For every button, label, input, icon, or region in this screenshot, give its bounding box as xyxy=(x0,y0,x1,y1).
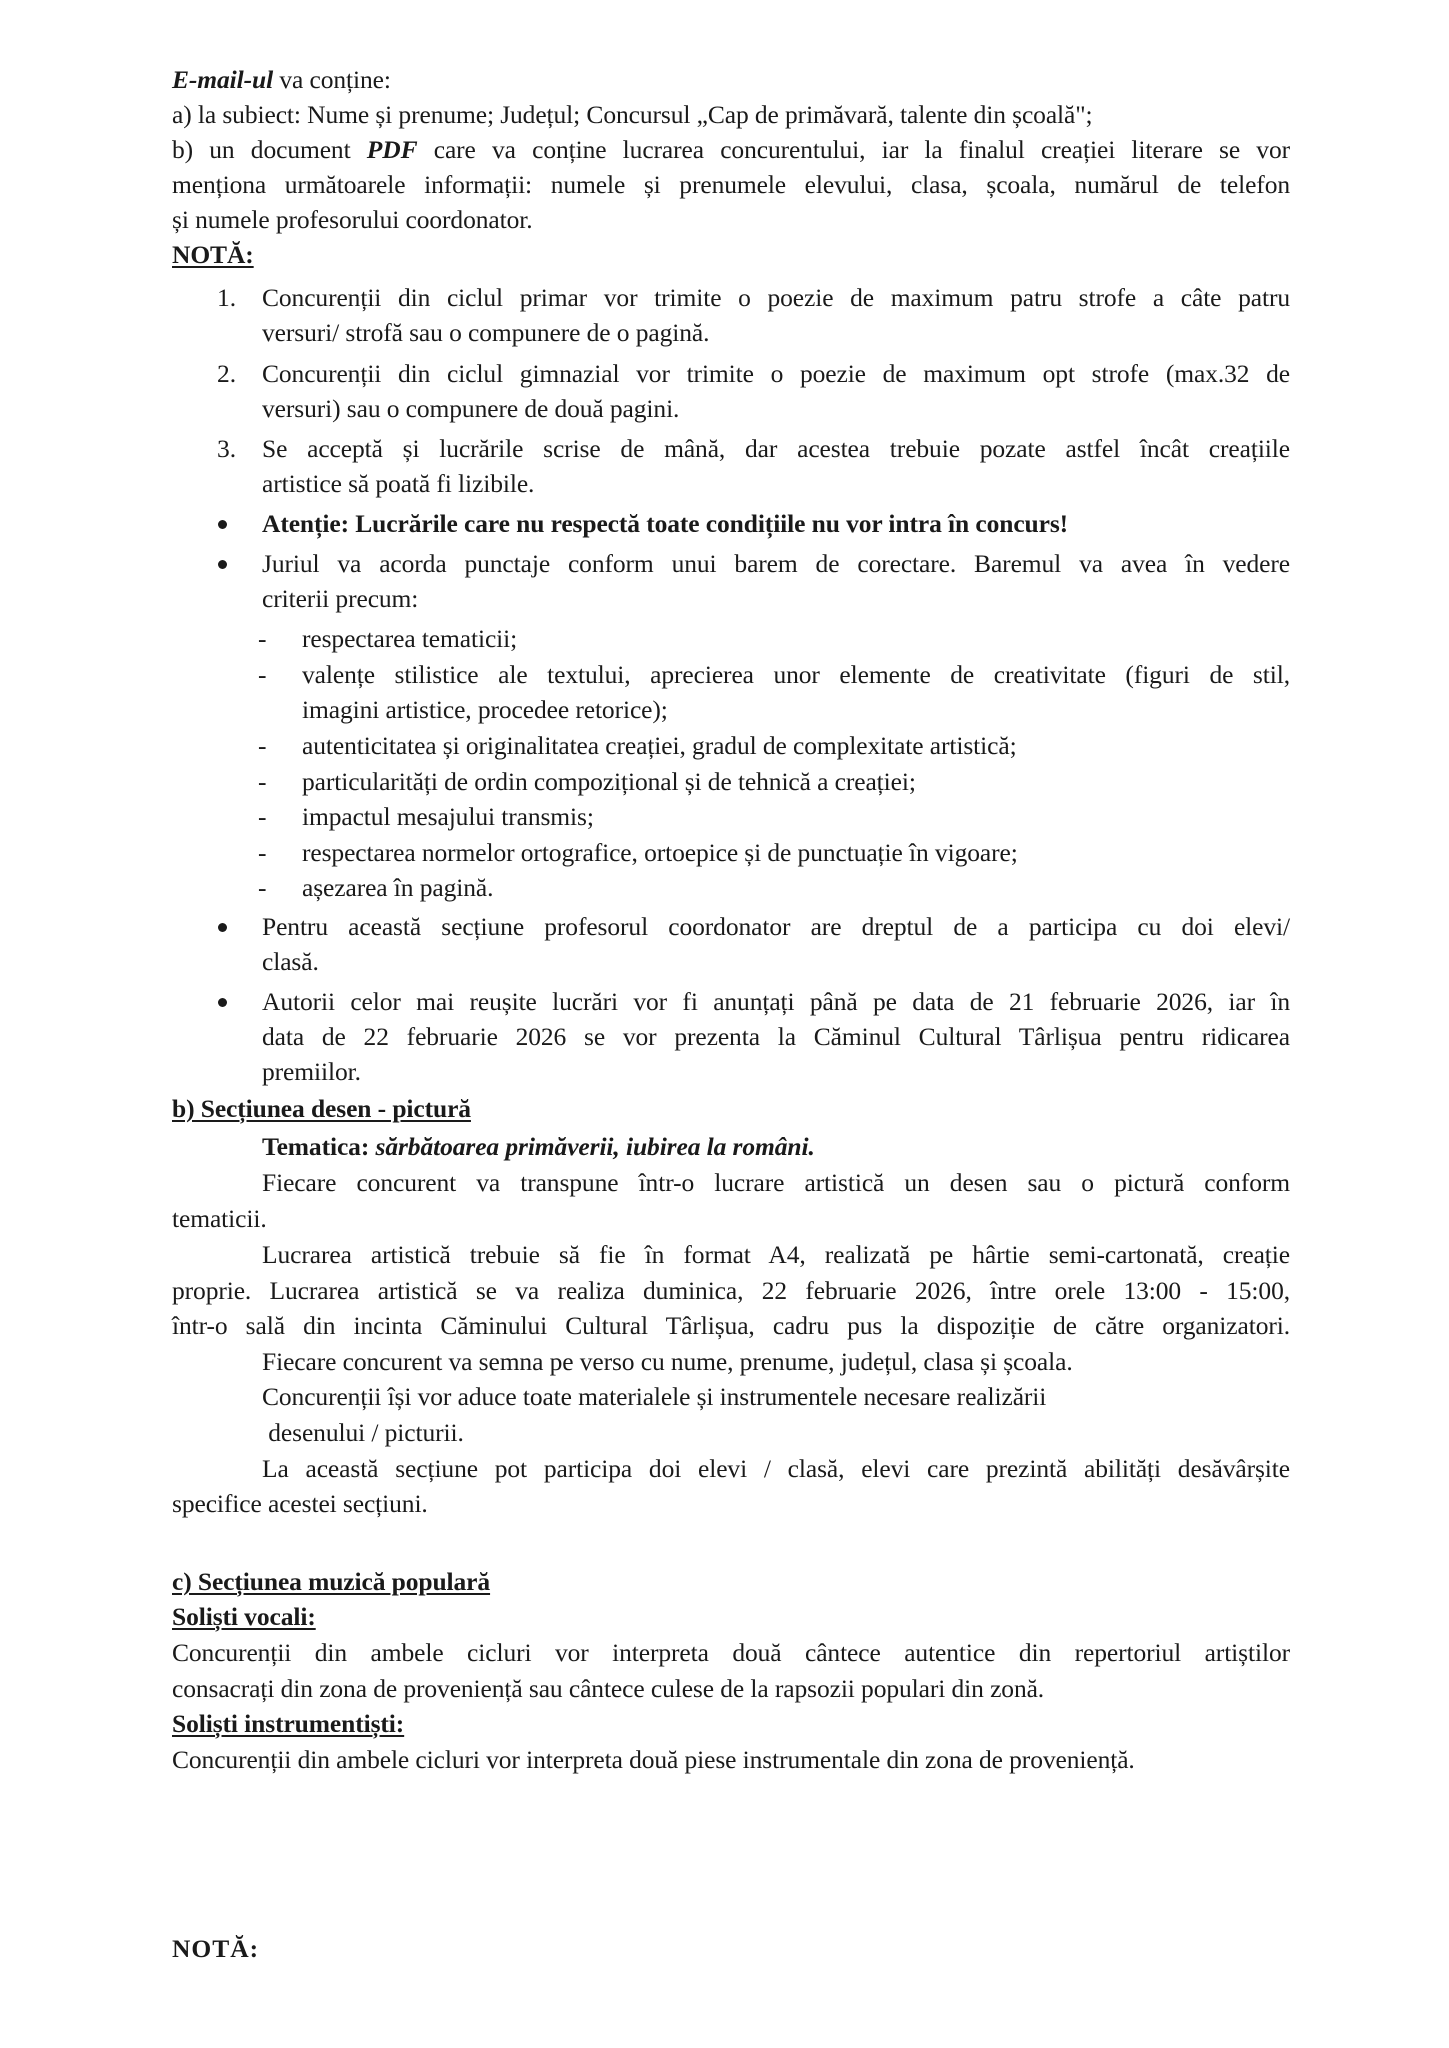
email-line-b-2: menționa următoarele informații: numele și prenumele elevului, clasa, școala, numărul de telefon xyxy=(172,170,1290,199)
item-number-2: 2. xyxy=(217,359,237,388)
bullet-item-juriu-line-1: Juriul va acorda punctaje conform unui barem de corectare. Baremul va avea în vedere xyxy=(262,549,1290,578)
section-b-title: b) Secțiunea desen - pictură xyxy=(172,1094,471,1123)
section-b-para-2-line-1: Lucrarea artistică trebuie să fie în format A4, realizată pe hârtie semi-cartonată, creație xyxy=(262,1240,1290,1269)
bullet-item-attention: Atenție: Lucrările care nu respectă toate condițiile nu vor intra în concurs! xyxy=(262,509,1069,538)
criterion-6: respectarea normelor ortografice, ortoepice și de punctuație în vigoare; xyxy=(302,838,1018,867)
instrumental-soloists-line-1: Concurenții din ambele cicluri vor interpreta două piese instrumentale din zona de proveniență. xyxy=(172,1745,1135,1774)
bullet-icon xyxy=(218,998,227,1007)
vocal-soloists-title: Soliști vocali: xyxy=(172,1602,316,1631)
email-line-b xyxy=(172,133,1290,167)
criterion-2-line-1: valențe stilistice ale textului, aprecierea unor elemente de creativitate (figuri de stil, xyxy=(302,660,1290,689)
section-b-tematica xyxy=(262,1130,815,1164)
section-b-para-1-line-2: tematicii. xyxy=(172,1204,267,1233)
section-b-para-3: Fiecare concurent va semna pe verso cu nume, prenume, județul, clasa și școala. xyxy=(262,1347,1073,1376)
tematica-label: Tematica: xyxy=(262,1132,376,1161)
bullet-item-winners-line-3: premiilor. xyxy=(262,1057,361,1086)
criterion-4: particularități de ordin compozițional și de tehnică a creației; xyxy=(302,767,916,796)
vocal-soloists-line-2: consacrați din zona de proveniență sau cântece culese de la rapsozii populari din zonă. xyxy=(172,1674,1045,1703)
bullet-item-juriu-line-2: criterii precum: xyxy=(262,584,419,613)
criterion-1: respectarea tematicii; xyxy=(302,624,518,653)
dash-marker: - xyxy=(258,873,267,902)
email-heading-em: E-mail-ul xyxy=(172,65,274,94)
section-c-title: c) Secțiunea muzică populară xyxy=(172,1567,491,1596)
dash-marker: - xyxy=(258,767,267,796)
dash-marker: - xyxy=(258,802,267,831)
email-line-b-prefix: b) un document xyxy=(172,135,367,164)
dash-marker: - xyxy=(258,731,267,760)
email-line-a: a) la subiect: Nume și prenume; Județul; Concursul „Cap de primăvară, talente din școală"; xyxy=(172,100,1093,129)
section-b-para-1-line-1: Fiecare concurent va transpune într-o lucrare artistică un desen sau o pictură conform xyxy=(262,1168,1290,1197)
bullet-item-coordinator-line-1: Pentru această secțiune profesorul coordonator are dreptul de a participa cu doi elevi/ xyxy=(262,912,1290,941)
email-line-b-rest: care va conține lucrarea concurentului, iar la finalul creației literare se vor xyxy=(417,135,1290,164)
item-number-3: 3. xyxy=(217,434,237,463)
pdf-label: PDF xyxy=(366,135,418,164)
dash-marker: - xyxy=(258,660,267,689)
instrumental-soloists-title: Soliști instrumentiști: xyxy=(172,1709,405,1738)
criterion-3: autenticitatea și originalitatea creației, gradul de complexitate artistică; xyxy=(302,731,1017,760)
criterion-2-line-2: imagini artistice, procedee retorice); xyxy=(302,695,668,724)
tematica-value: sărbătoarea primăverii, iubirea la români. xyxy=(375,1132,815,1161)
bullet-item-winners-line-2: data de 22 februarie 2026 se vor prezenta la Căminul Cultural Târlișua pentru ridicarea xyxy=(262,1022,1290,1051)
numbered-item-2-line-1: Concurenții din ciclul gimnazial vor trimite o poezie de maximum opt strofe (max.32 de xyxy=(262,359,1290,388)
criterion-7: așezarea în pagină. xyxy=(302,873,494,902)
section-b-para-5-line-2: specifice acestei secțiuni. xyxy=(172,1489,428,1518)
numbered-item-2-line-2: versuri) sau o compunere de două pagini. xyxy=(262,394,680,423)
section-b-para-5-line-1: La această secțiune pot participa doi elevi / clasă, elevi care prezintă abilități desăvârșite xyxy=(262,1454,1290,1483)
section-b-para-4-line-2: desenului / picturii. xyxy=(262,1418,464,1447)
criterion-5: impactul mesajului transmis; xyxy=(302,802,594,831)
numbered-item-1-line-2: versuri/ strofă sau o compunere de o pagină. xyxy=(262,318,710,347)
bullet-icon xyxy=(218,520,227,529)
email-line-b-3: și numele profesorului coordonator. xyxy=(172,205,533,234)
bullet-icon xyxy=(218,560,227,569)
section-b-para-4-line-1: Concurenții își vor aduce toate materialele și instrumentele necesare realizării xyxy=(262,1382,1047,1411)
section-b-para-2-line-3: într-o sală din incinta Căminului Cultural Târlișua, cadru pus la dispoziție de către organizatori. xyxy=(172,1311,1290,1340)
dash-marker: - xyxy=(258,838,267,867)
dash-marker: - xyxy=(258,624,267,653)
bullet-icon xyxy=(218,923,227,932)
nota-heading: NOTĂ: xyxy=(172,240,254,269)
nota-heading-2: NOTĂ: xyxy=(172,1934,260,1963)
email-heading xyxy=(172,63,391,97)
email-heading-rest: va conține: xyxy=(273,65,391,94)
bullet-item-winners-line-1: Autorii celor mai reușite lucrări vor fi anunțați până pe data de 21 februarie 2026, iar în xyxy=(262,987,1290,1016)
section-b-para-2-line-2: proprie. Lucrarea artistică se va realiza duminica, 22 februarie 2026, între orele 13:00 - 15:00, xyxy=(172,1276,1290,1305)
vocal-soloists-line-1: Concurenții din ambele cicluri vor interpreta două cântece autentice din repertoriul artiștilor xyxy=(172,1638,1290,1667)
numbered-item-3-line-1: Se acceptă și lucrările scrise de mână, dar acestea trebuie pozate astfel încât creațiile xyxy=(262,434,1290,463)
numbered-item-3-line-2: artistice să poată fi lizibile. xyxy=(262,469,535,498)
item-number-1: 1. xyxy=(217,283,237,312)
bullet-item-coordinator-line-2: clasă. xyxy=(262,947,319,976)
numbered-item-1-line-1: Concurenții din ciclul primar vor trimite o poezie de maximum patru strofe a câte patru xyxy=(262,283,1290,312)
